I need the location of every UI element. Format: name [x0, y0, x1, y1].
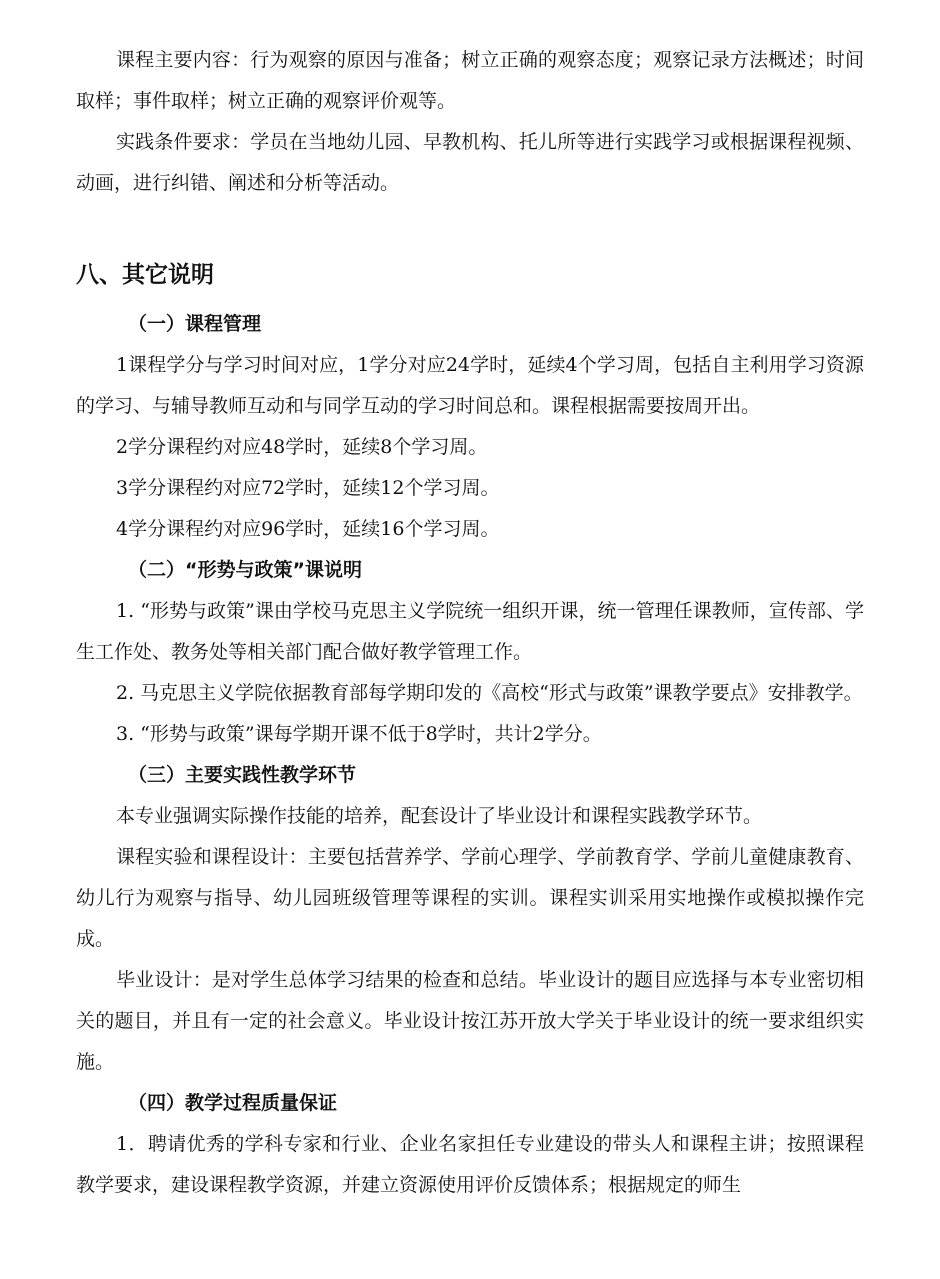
subheading-policy-course: （二）“形势与政策”课说明: [128, 559, 362, 581]
paragraph: 3. “形势与政策”课每学期开课不低于8学时，共计2学分。: [116, 723, 602, 745]
paragraph: 1课程学分与学习时间对应，1学分对应24学时，延续4个学习周，包括自主利用学习资源的学习、与辅导教师互动和与同学互动的学习时间总和。课程根据需要按周开出。: [76, 354, 864, 417]
paragraph: 本专业强调实际操作技能的培养，配套设计了毕业设计和课程实践教学环节。: [116, 805, 763, 827]
subheading-practical-teaching: （三）主要实践性教学环节: [128, 764, 357, 786]
subheading-quality-assurance: （四）教学过程质量保证: [128, 1092, 338, 1114]
paragraph: 1. “形势与政策”课由学校马克思主义学院统一组织开课，统一管理任课教师，宣传部、学生工作处、教务处等相关部门配合做好教学管理工作。: [76, 600, 864, 663]
paragraph: 4学分课程约对应96学时，延续16个学习周。: [116, 518, 500, 540]
paragraph: 课程实验和课程设计：主要包括营养学、学前心理学、学前教育学、学前儿童健康教育、幼儿行为观察与指导、幼儿园班级管理等课程的实训。课程实训采用实地操作或模拟操作完成。: [76, 846, 864, 950]
section-heading-other-notes: 八、其它说明: [76, 262, 214, 288]
course-content-paragraph: 课程主要内容：行为观察的原因与准备；树立正确的观察态度；观察记录方法概述；时间取样；事件取样；树立正确的观察评价观等。: [76, 49, 864, 112]
paragraph: 3学分课程约对应72学时，延续12个学习周。: [116, 477, 500, 499]
paragraph: 1．聘请优秀的学科专家和行业、企业名家担任专业建设的带头人和课程主讲；按照课程教学要求，建设课程教学资源，并建立资源使用评价反馈体系；根据规定的师生: [76, 1133, 864, 1196]
paragraph: 2. 马克思主义学院依据教育部每学期印发的《高校“形式与政策”课教学要点》安排教学。: [116, 682, 863, 704]
paragraph: 毕业设计：是对学生总体学习结果的检查和总结。毕业设计的题目应选择与本专业密切相关的题目，并且有一定的社会意义。毕业设计按江苏开放大学关于毕业设计的统一要求组织实施。: [76, 969, 864, 1073]
paragraph: 2学分课程约对应48学时，延续8个学习周。: [116, 436, 488, 458]
subheading-course-management: （一）课程管理: [128, 313, 262, 335]
practice-requirements-paragraph: 实践条件要求：学员在当地幼儿园、早教机构、托儿所等进行实践学习或根据课程视频、动画，进行纠错、阐述和分析等活动。: [76, 131, 864, 194]
